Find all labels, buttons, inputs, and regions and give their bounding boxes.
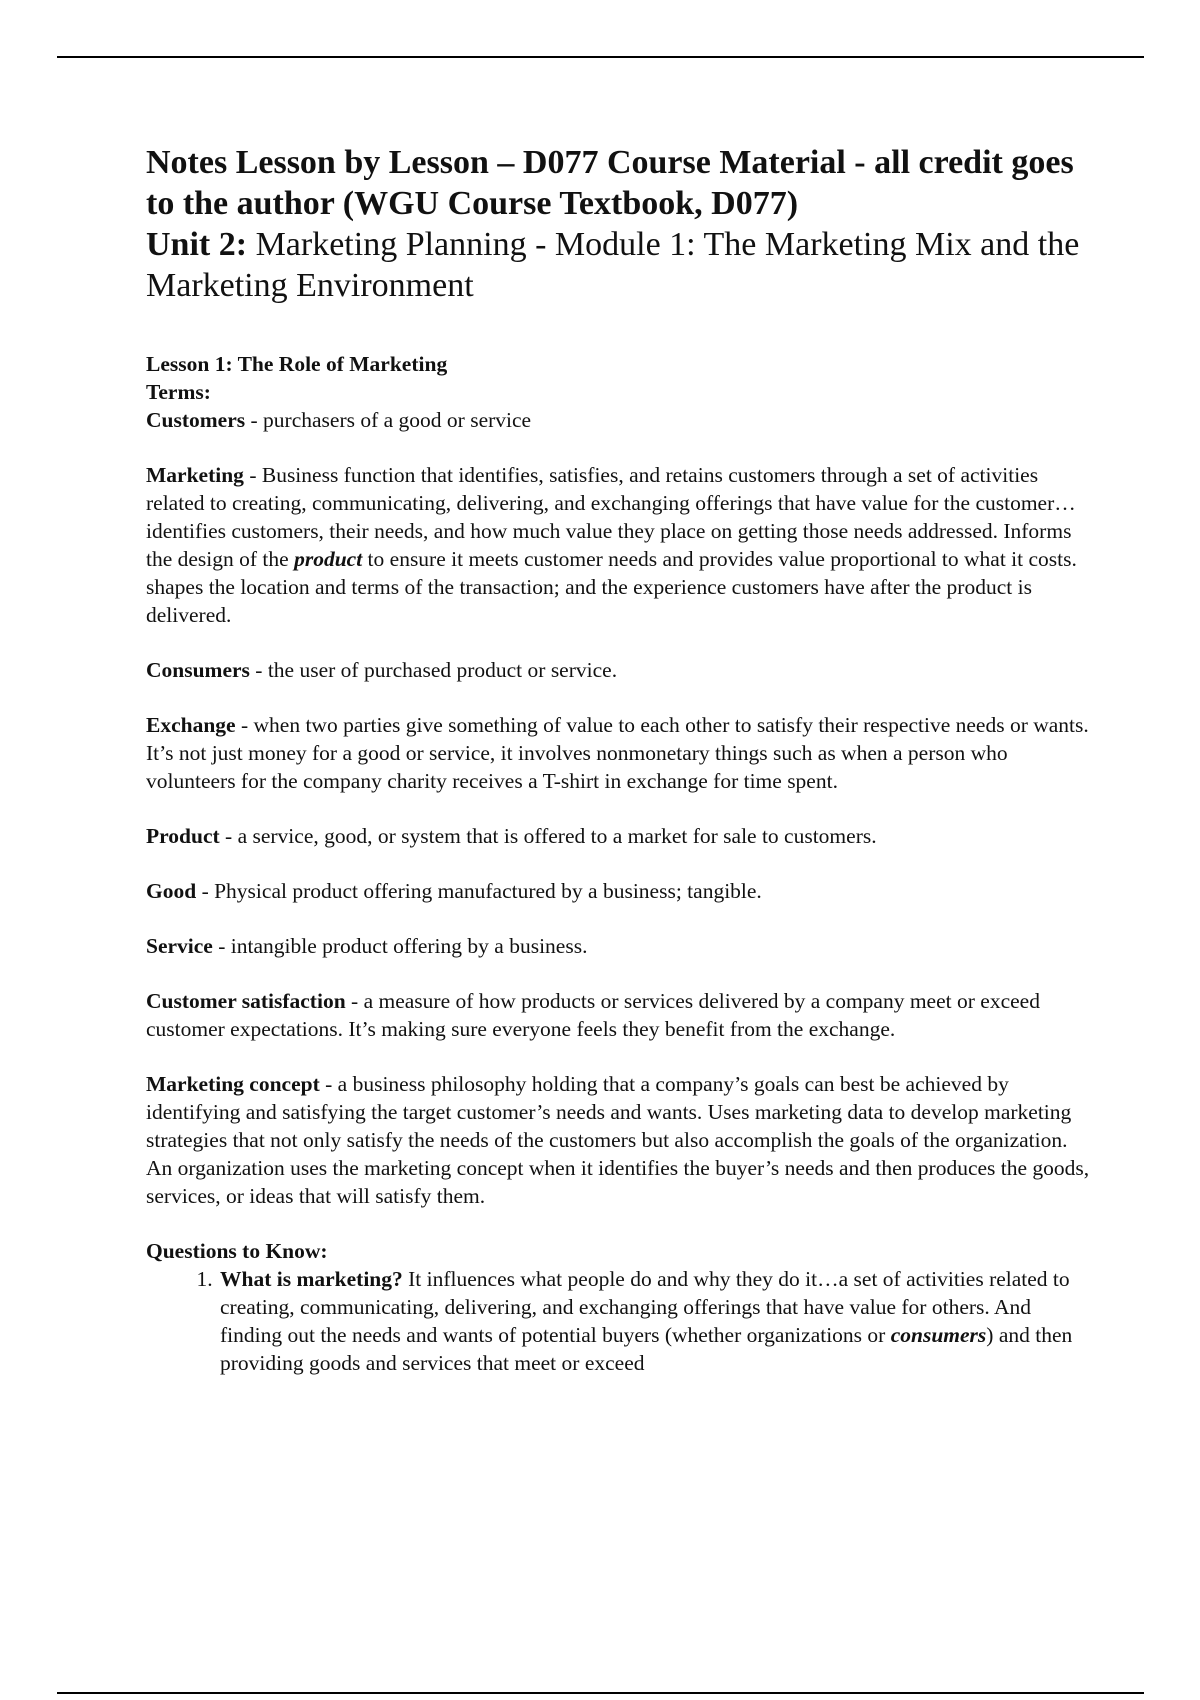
lesson-heading: Lesson 1: The Role of Marketing xyxy=(146,352,448,376)
term-service xyxy=(146,932,1096,960)
terms-heading: Terms: xyxy=(146,380,211,404)
document-body xyxy=(146,142,1096,1377)
term-customer-satisfaction xyxy=(146,987,1096,1043)
term-definition: - a service, good, or system that is offered to a market for sale to customers. xyxy=(219,824,877,848)
term-label: Customers xyxy=(146,408,246,432)
document-title: Notes Lesson by Lesson – D077 Course Material - all credit goes to the author (WGU Course Textbook, D077) xyxy=(146,144,1074,222)
questions-list xyxy=(146,1265,1096,1377)
term-label: Exchange xyxy=(146,713,236,737)
term-exchange xyxy=(146,711,1096,795)
term-label: Service xyxy=(146,934,213,958)
bottom-rule xyxy=(57,1692,1144,1694)
term-product xyxy=(146,822,1096,850)
answer-text-cont: ) and then providing goods and services that meet or exceed xyxy=(220,1323,1073,1375)
term-label: Product xyxy=(146,824,220,848)
top-rule xyxy=(57,56,1144,58)
term-label: Marketing xyxy=(146,463,244,487)
term-definition: - Business function that identifies, satisfies, and retains customers through a set of activities related to creating, communicating, delivering, and exchanging offerings that have value for the customer…identifies customers, their needs, and how much value they place on getting those needs addressed. Informs the design of the xyxy=(146,463,1076,571)
term-definition: - the user of purchased product or service. xyxy=(249,658,618,682)
answer-text: It influences what people do and why they do it…a set of activities related to creating, communicating, delivering, and exchanging offerings that have value for others. And finding out the needs and wants of potential buyers (whether organizations or xyxy=(220,1267,1070,1347)
term-definition: - Physical product offering manufactured by a business; tangible. xyxy=(196,879,762,903)
term-consumers xyxy=(146,656,1096,684)
term-label: Good xyxy=(146,879,197,903)
term-label: Consumers xyxy=(146,658,250,682)
term-emphasis: product xyxy=(294,547,363,571)
term-label: Customer satisfaction xyxy=(146,989,346,1013)
term-definition: - a business philosophy holding that a company’s goals can best be achieved by identifying and satisfying the target customer’s needs and wants. Uses marketing data to develop marketing strategies that not only satisfy the needs of the customers but also accomplish the goals of the organization. An organization uses the marketing concept when it identifies the buyer’s needs and then produces the goods, services, or ideas that will satisfy them. xyxy=(146,1072,1090,1208)
unit-label: Unit 2: xyxy=(146,226,248,263)
unit-title: Marketing Planning - Module 1: The Marketing Mix and the Marketing Environment xyxy=(146,226,1080,304)
questions-heading: Questions to Know: xyxy=(146,1239,328,1263)
term-marketing-concept xyxy=(146,1070,1096,1210)
term-customers xyxy=(146,406,1096,434)
term-definition-cont: to ensure it meets customer needs and provides value proportional to what it costs. shapes the location and terms of the transaction; and the experience customers have after the product is delivered. xyxy=(146,547,1077,627)
term-definition: - when two parties give something of value to each other to satisfy their respective needs or wants. It’s not just money for a good or service, it involves nonmonetary things such as when a person who volunteers for the company charity receives a T-shirt in exchange for time spent. xyxy=(146,713,1089,793)
term-definition: - intangible product offering by a business. xyxy=(212,934,588,958)
term-marketing xyxy=(146,461,1096,629)
term-definition: - a measure of how products or services delivered by a company meet or exceed customer expectations. It’s making sure everyone feels they benefit from the exchange. xyxy=(146,989,1040,1041)
unit-heading xyxy=(146,224,1096,306)
term-definition: - purchasers of a good or service xyxy=(245,408,532,432)
question-text: What is marketing? xyxy=(220,1267,403,1291)
term-label: Marketing concept xyxy=(146,1072,320,1096)
list-item xyxy=(218,1265,1096,1377)
answer-emphasis: consumers xyxy=(890,1323,987,1347)
term-good xyxy=(146,877,1096,905)
